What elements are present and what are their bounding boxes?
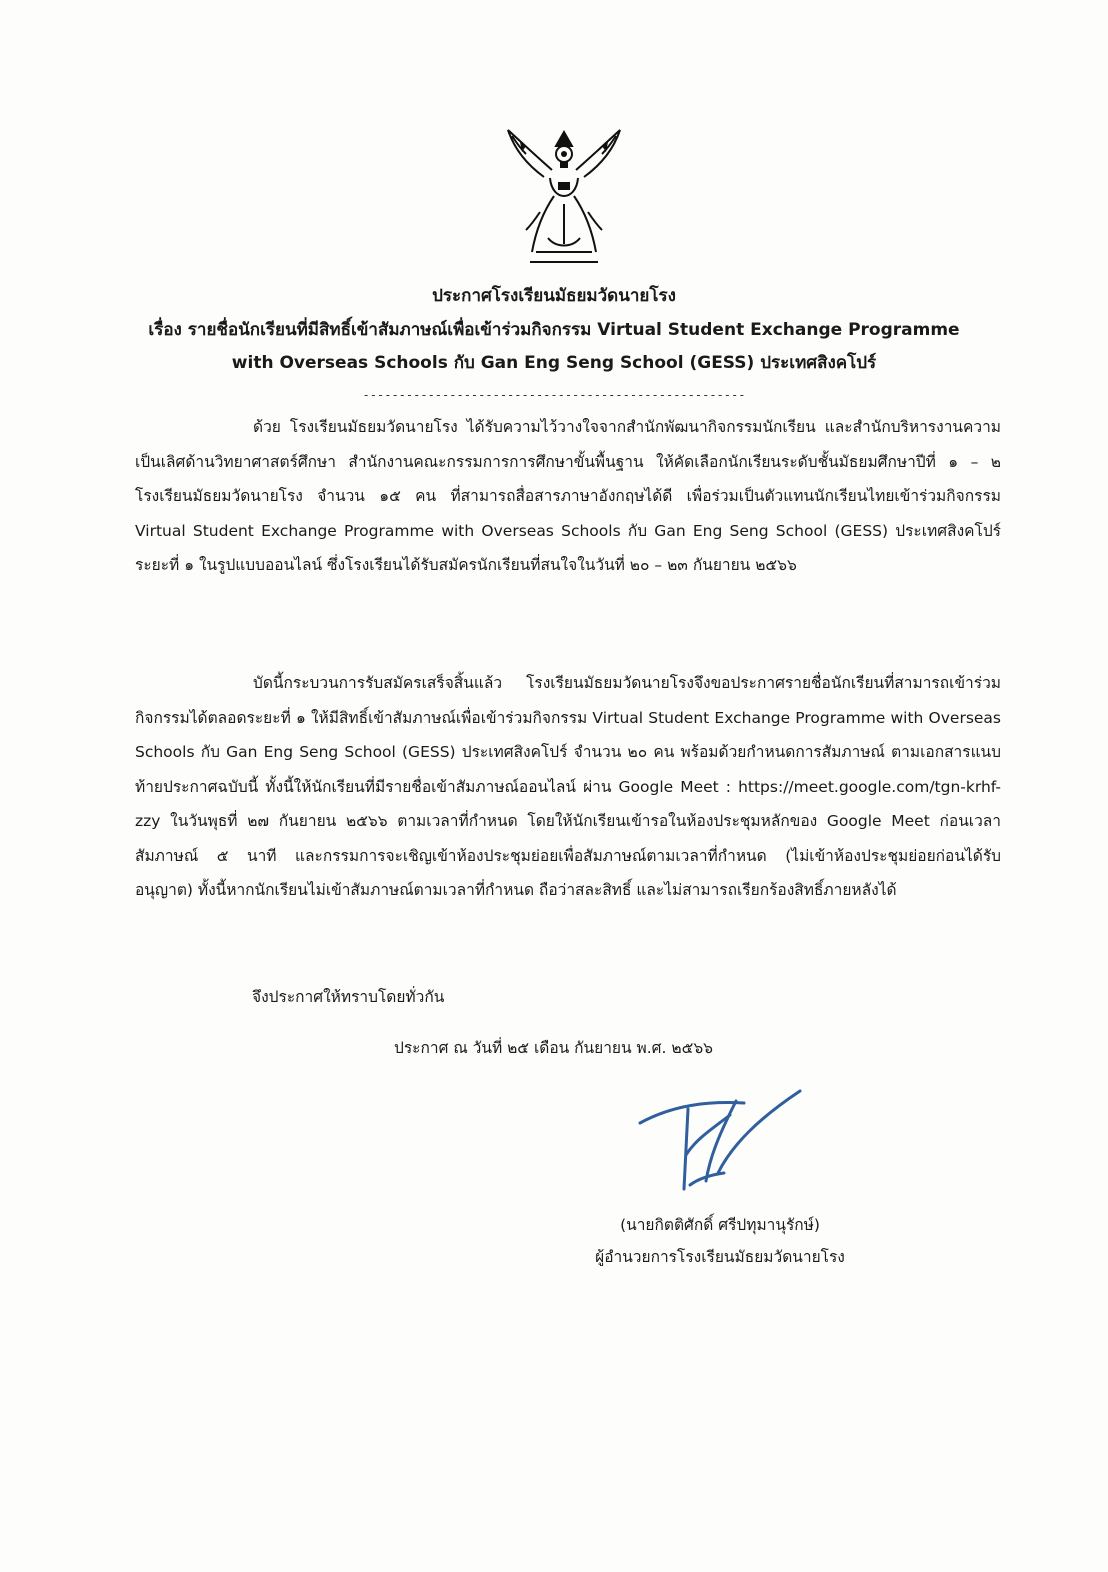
signer-position: ผู้อำนวยการโรงเรียนมัธยมวัดนายโรง (595, 1248, 845, 1266)
subject-line-2: with Overseas Schools กับ Gan Eng Seng School (GESS) ประเทศสิงคโปร์ (231, 353, 877, 373)
announcement-title: ประกาศโรงเรียนมัธยมวัดนายโรง (432, 286, 676, 306)
signer-name: (นายกิตติศักดิ์ ศรีปทุมานุรักษ์) (620, 1216, 820, 1234)
paragraph-announcement: บัดนี้กระบวนการรับสมัครเสร็จสิ้นแล้ว โรงเรียนมัธยมวัดนายโรงจึงขอประกาศรายชื่อนักเรียนที่สามารถเข้าร่วมกิจกรรมได้ตลอดระยะที่ ๑ ให้มีสิทธิ์เข้าสัมภาษณ์เพื่อเข้าร่วมกิจกรรม Virtual Student Exchange Programme with Overseas Schools กับ Gan Eng Seng School (GESS) ประเทศสิงคโปร์ จำนวน ๒๐ คน พร้อมด้วยกำหนดการสัมภาษณ์ ตามเอกสารแนบท้ายประกาศฉบับนี้ ทั้งนี้ให้นักเรียนที่มีรายชื่อเข้าสัมภาษณ์ออนไลน์ ผ่าน Google Meet : https://meet.google.com/tgn-krhf-zzy ในวันพุธที่ ๒๗ กันยายน ๒๕๖๖ ตามเวลาที่กำหนด โดยให้นักเรียนเข้ารอในห้องประชุมหลักของ Google Meet ก่อนเวลาสัมภาษณ์ ๕ นาที และกรรมการจะเชิญเข้าห้องประชุมย่อยเพื่อสัมภาษณ์ตามเวลาที่กำหนด (ไม่เข้าห้องประชุมย่อยก่อนได้รับอนุญาต) ทั้งนี้หากนักเรียนไม่เข้าสัมภาษณ์ตามเวลาที่กำหนด ถือว่าสละสิทธิ์ และไม่สามารถเรียกร้องสิทธิ์ภายหลังได้ (135, 674, 1001, 899)
garuda-emblem (496, 112, 632, 272)
subject-line-1: เรื่อง รายชื่อนักเรียนที่มีสิทธิ์เข้าสัมภาษณ์เพื่อเข้าร่วมกิจกรรม Virtual Student Exchange Programme (148, 320, 960, 340)
paragraph-background: ด้วย โรงเรียนมัธยมวัดนายโรง ได้รับความไว้วางใจจากสำนักพัฒนากิจกรรมนักเรียน และสำนักบริหารงานความเป็นเลิศด้านวิทยาศาสตร์ศึกษา สำนักงานคณะกรรมการการศึกษาขั้นพื้นฐาน ให้คัดเลือกนักเรียนระดับชั้นมัธยมศึกษาปีที่ ๑ – ๒ โรงเรียนมัธยมวัดนายโรง จำนวน ๑๕ คน ที่สามารถสื่อสารภาษาอังกฤษได้ดี เพื่อร่วมเป็นตัวแทนนักเรียนไทยเข้าร่วมกิจกรรม Virtual Student Exchange Programme with Overseas Schools กับ Gan Eng Seng School (GESS) ประเทศสิงคโปร์ ระยะที่ ๑ ในรูปแบบออนไลน์ ซึ่งโรงเรียนได้รับสมัครนักเรียนที่สนใจในวันที่ ๒๐ – ๒๓ กันยายน ๒๕๖๖ (135, 418, 1001, 574)
signature-mark (628, 1085, 808, 1205)
closing-text: จึงประกาศให้ทราบโดยทั่วกัน (252, 988, 445, 1006)
announcement-date: ประกาศ ณ วันที่ ๒๕ เดือน กันยายน พ.ศ. ๒๕๖๖ (394, 1039, 713, 1057)
header-divider: ----------------------------------------------------- (362, 388, 746, 402)
